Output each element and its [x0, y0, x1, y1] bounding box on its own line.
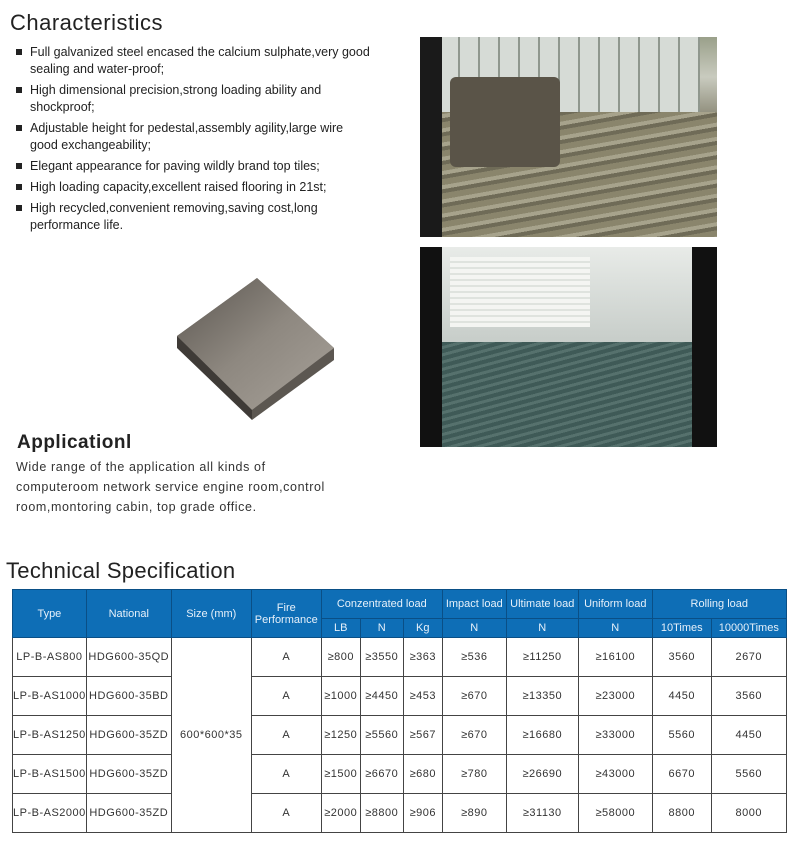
- table-cell: ≥31130: [506, 794, 578, 833]
- application-title: Applicationl: [17, 432, 132, 453]
- list-item: High dimensional precision,strong loading ability and shockproof;: [14, 82, 374, 116]
- table-cell: ≥5560: [360, 716, 403, 755]
- table-cell: 8000: [711, 794, 786, 833]
- table-cell: ≥670: [442, 716, 506, 755]
- table-cell: 4450: [711, 716, 786, 755]
- characteristics-title: Characteristics: [10, 10, 163, 35]
- table-cell: ≥453: [403, 677, 442, 716]
- sub-10times: 10Times: [652, 619, 711, 638]
- sub-lb: LB: [321, 619, 360, 638]
- table-cell: ≥4450: [360, 677, 403, 716]
- table-cell: LP-B-AS1000: [13, 677, 87, 716]
- table-cell: ≥26690: [506, 755, 578, 794]
- col-type: Type: [13, 590, 87, 638]
- col-impact: Impact load: [442, 590, 506, 619]
- table-cell: 5560: [711, 755, 786, 794]
- table-cell: ≥670: [442, 677, 506, 716]
- sub-n: N: [442, 619, 506, 638]
- table-cell: ≥3550: [360, 638, 403, 677]
- sub-10000times: 10000Times: [711, 619, 786, 638]
- cell-size: 600*600*35: [171, 638, 251, 833]
- table-cell: ≥800: [321, 638, 360, 677]
- characteristics-list: [14, 44, 374, 238]
- list-item: Full galvanized steel encased the calcium sulphate,very good sealing and water-proof;: [14, 44, 374, 78]
- col-uniform: Uniform load: [578, 590, 652, 619]
- table-cell: ≥8800: [360, 794, 403, 833]
- spec-title: Technical Specification: [6, 558, 236, 583]
- table-cell: HDG600-35BD: [86, 677, 171, 716]
- col-concentrated: Conzentrated load: [321, 590, 442, 619]
- table-cell: ≥906: [403, 794, 442, 833]
- table-cell: ≥6670: [360, 755, 403, 794]
- table-cell: HDG600-35QD: [86, 638, 171, 677]
- table-cell: ≥16680: [506, 716, 578, 755]
- table-cell: 3560: [711, 677, 786, 716]
- table-row: [13, 677, 787, 716]
- floor-panel-image: [172, 278, 338, 420]
- table-cell: HDG600-35ZD: [86, 794, 171, 833]
- table-cell: ≥58000: [578, 794, 652, 833]
- table-cell: ≥11250: [506, 638, 578, 677]
- table-cell: LP-B-AS1500: [13, 755, 87, 794]
- table-cell: HDG600-35ZD: [86, 755, 171, 794]
- col-fire: Fire Performance: [251, 590, 321, 638]
- table-cell: ≥536: [442, 638, 506, 677]
- list-item: High loading capacity,excellent raised flooring in 21st;: [14, 179, 374, 196]
- table-cell: ≥363: [403, 638, 442, 677]
- list-item: Elegant appearance for paving wildly brand top tiles;: [14, 158, 374, 175]
- table-cell: 2670: [711, 638, 786, 677]
- table-cell: 5560: [652, 716, 711, 755]
- table-cell: ≥1500: [321, 755, 360, 794]
- table-row: [13, 755, 787, 794]
- sub-kg: Kg: [403, 619, 442, 638]
- table-cell: A: [251, 638, 321, 677]
- table-row: [13, 638, 787, 677]
- table-cell: HDG600-35ZD: [86, 716, 171, 755]
- table-cell: 4450: [652, 677, 711, 716]
- sub-n: N: [506, 619, 578, 638]
- table-row: [13, 794, 787, 833]
- col-rolling: Rolling load: [652, 590, 786, 619]
- table-cell: ≥1250: [321, 716, 360, 755]
- table-cell: ≥890: [442, 794, 506, 833]
- table-cell: ≥680: [403, 755, 442, 794]
- table-cell: ≥2000: [321, 794, 360, 833]
- table-cell: LP-B-AS800: [13, 638, 87, 677]
- table-cell: ≥1000: [321, 677, 360, 716]
- table-cell: ≥23000: [578, 677, 652, 716]
- table-cell: ≥33000: [578, 716, 652, 755]
- office-lounge-photo: [420, 37, 717, 237]
- col-national: National: [86, 590, 171, 638]
- spec-table: [12, 589, 787, 833]
- table-cell: A: [251, 716, 321, 755]
- table-cell: LP-B-AS2000: [13, 794, 87, 833]
- list-item: High recycled,convenient removing,saving cost,long performance life.: [14, 200, 374, 234]
- table-cell: A: [251, 794, 321, 833]
- col-size: Size (mm): [171, 590, 251, 638]
- table-cell: A: [251, 677, 321, 716]
- application-text: Wide range of the application all kinds of computeroom network service engine room,control room,montoring cabin, top grade office.: [16, 460, 325, 514]
- table-cell: ≥780: [442, 755, 506, 794]
- table-cell: 3560: [652, 638, 711, 677]
- col-ultimate: Ultimate load: [506, 590, 578, 619]
- table-cell: 8800: [652, 794, 711, 833]
- table-cell: 6670: [652, 755, 711, 794]
- table-row: [13, 716, 787, 755]
- table-cell: ≥16100: [578, 638, 652, 677]
- table-cell: ≥43000: [578, 755, 652, 794]
- table-cell: ≥567: [403, 716, 442, 755]
- table-cell: A: [251, 755, 321, 794]
- sub-n: N: [578, 619, 652, 638]
- table-cell: ≥13350: [506, 677, 578, 716]
- list-item: Adjustable height for pedestal,assembly agility,large wire good exchangeability;: [14, 120, 374, 154]
- office-meeting-room-photo: [420, 247, 717, 447]
- table-cell: LP-B-AS1250: [13, 716, 87, 755]
- sub-n: N: [360, 619, 403, 638]
